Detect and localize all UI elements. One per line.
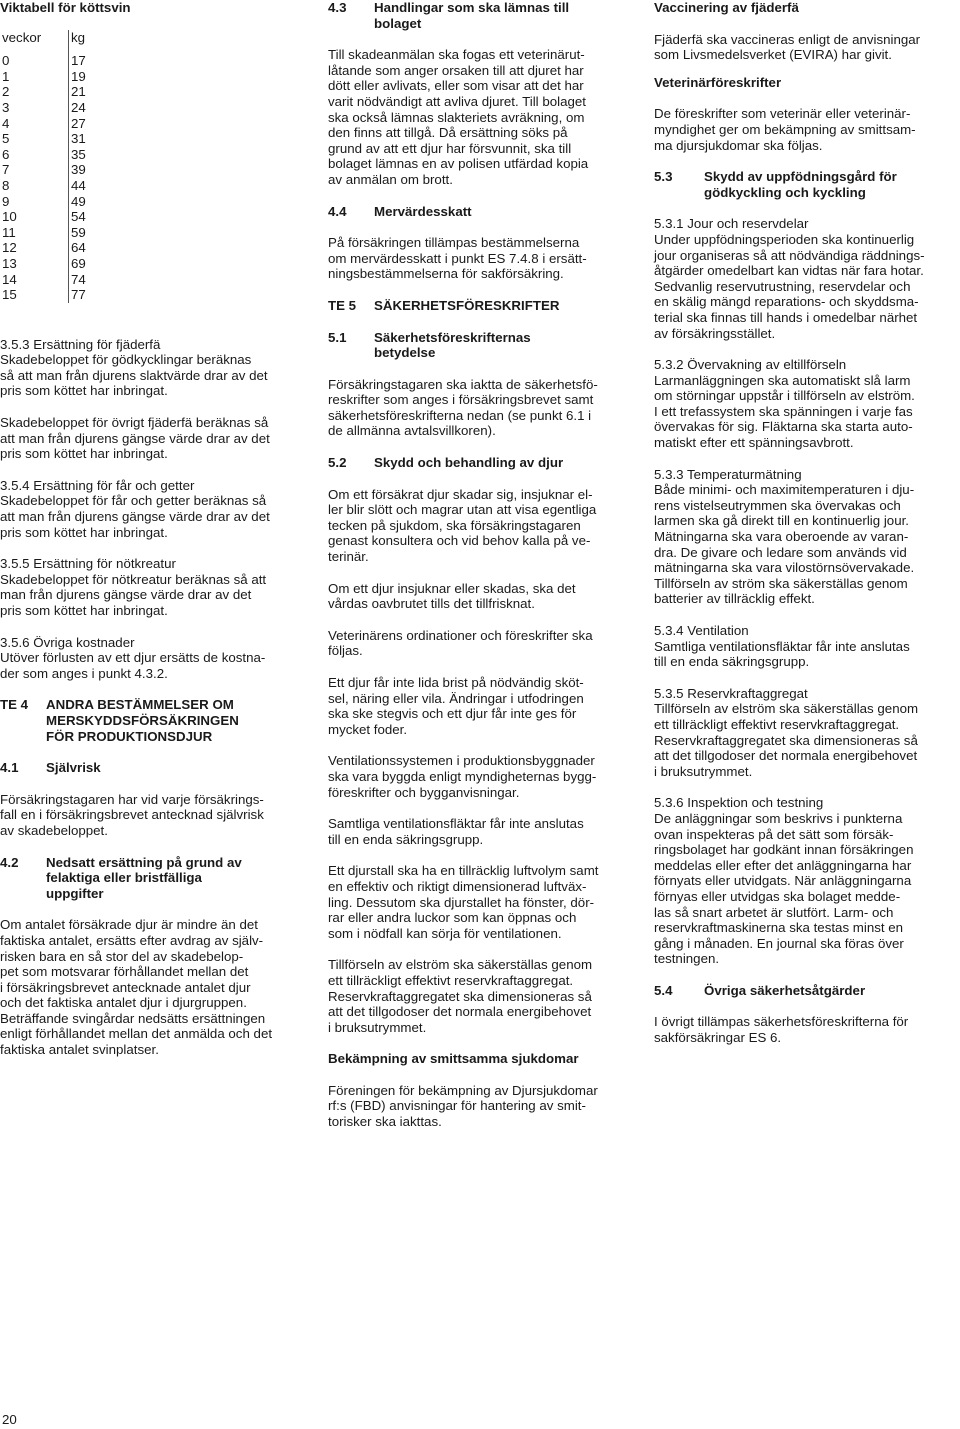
- page-number: 20: [2, 1412, 17, 1427]
- heading-te4: [0, 697, 310, 744]
- heading-4-3: [328, 0, 634, 31]
- heading-te4-number: TE 4: [0, 697, 29, 713]
- weight-table-cell-kg: 77: [69, 287, 142, 303]
- heading-5-3: [654, 169, 960, 200]
- weight-table-row: [0, 131, 141, 147]
- heading-5-4: [654, 983, 960, 999]
- section-5-3-5: 5.3.5 Reservkraftaggregat Tillförseln av elström ska säkerställas genom ett tillräckligt effektivt reservkraftaggregat. Reservkraftaggregatet ska dimensioneras så att det tillgodoser det normala energibehovet i bruksutrymmet.: [654, 685, 919, 779]
- section-5-3-6: 5.3.6 Inspektion och testning De anläggningar som beskrivs i punkterna ovan inspekteras på det sätt som försäk- ringsbolaget har godkänt innan försäkringen meddelas eller efter det anläggningarna har förnyats eller utvidgats. När anläggningarna förnyas eller utvidgas ska bolaget medde- las så snart arbetet är slutfört. Larm- och reservkraftmaskinerna ska testas minst en gång i månaden. En journal ska föras över testningen.: [654, 795, 914, 967]
- paragraph-5-2-b: Om ett djur insjuknar eller skadas, ska det vårdas oavbrutet tills det tillfrisknat.: [328, 580, 576, 612]
- weight-table-cell-weeks: 3: [2, 99, 10, 115]
- column-middle: [328, 0, 634, 1130]
- heading-4-2-title: Nedsatt ersättning på grund av felaktiga eller bristfälliga uppgifter: [46, 854, 242, 901]
- weight-table-cell-kg: 19: [69, 69, 142, 85]
- weight-table-cell-weeks: 4: [2, 115, 10, 131]
- weight-table-cell-kg: 64: [69, 240, 142, 256]
- weight-table-cell-kg: 69: [69, 256, 142, 272]
- weight-table-cell-kg: 59: [69, 225, 142, 241]
- paragraph-5-2-a: Om ett försäkrat djur skadar sig, insjuknar el- ler blir slött och magrar utan att visa egentliga tecken på sjukdom, ska försäkringstagaren genast konsultera och vid behov kalla på ve- terinär.: [328, 486, 597, 565]
- heading-poultry-vaccination: Vaccinering av fjäderfä: [654, 0, 799, 15]
- heading-te5: [328, 298, 634, 314]
- paragraph-veterinary-rules: De föreskrifter som veterinär eller veterinär- myndighet ger om bekämpning av smittsam- ma djursjukdomar ska följas.: [654, 106, 916, 153]
- weight-table-cell-weeks: 7: [2, 162, 10, 178]
- heading-5-2: [328, 455, 634, 471]
- column-right: [654, 0, 960, 1046]
- weight-table-row: [0, 147, 141, 163]
- weight-table-row: [0, 69, 141, 85]
- section-3-5-3: 3.5.3 Ersättning för fjäderfä Skadebeloppet för gödkycklingar beräknas så att man från djurens slaktvärde drar av det pris som köttet har inbringat.: [0, 336, 268, 399]
- weight-table-cell-weeks: 10: [2, 209, 17, 225]
- heading-4-3-number: 4.3: [328, 0, 347, 15]
- heading-5-2-number: 5.2: [328, 455, 347, 471]
- heading-te5-title: SÄKERHETSFÖRESKRIFTER: [374, 297, 560, 313]
- section-5-3-4: 5.3.4 Ventilation Samtliga ventilationsfläktar får inte anslutas till en enda säkringsgrupp.: [654, 623, 910, 670]
- weight-table-cell-kg: 35: [69, 147, 142, 163]
- heading-4-4-number: 4.4: [328, 203, 347, 219]
- heading-4-1-number: 4.1: [0, 760, 19, 776]
- heading-5-1: [328, 330, 634, 361]
- weight-table-cell-kg: 24: [69, 100, 142, 116]
- weight-table-cell-kg: 31: [69, 131, 142, 147]
- weight-table-cell-weeks: 5: [2, 131, 10, 147]
- section-3-5-3-other-poultry: Skadebeloppet för övrigt fjäderfä beräknas så att man från djurens gängse värde drar av det pris som köttet har inbringat.: [0, 415, 270, 462]
- weight-table-title: Viktabell för köttsvin: [0, 0, 131, 15]
- weight-table-cell-kg: 74: [69, 272, 142, 288]
- weight-table-cell-weeks: 0: [2, 53, 10, 69]
- weight-table-cell-weeks: 2: [2, 84, 10, 100]
- paragraph-5-2-d: Ett djur får inte lida brist på nödvändig sköt- sel, näring eller vila. Ändringar i utfodringen ska ske stegvis och ett djur får inte ges för mycket foder.: [328, 675, 584, 737]
- weight-table-row: [0, 240, 141, 256]
- heading-te4-title: ANDRA BESTÄMMELSER OM MERSKYDDSFÖRSÄKRINGEN FÖR PRODUKTIONSDJUR: [46, 697, 239, 744]
- weight-table-row: [0, 84, 141, 100]
- heading-5-4-title: Övriga säkerhetsåtgärder: [704, 982, 866, 998]
- weight-table-cell-weeks: 8: [2, 177, 10, 193]
- section-5-3-2: 5.3.2 Övervakning av eltillförseln Larmanläggningen ska automatiskt slå larm om störningar uppstår i tillförseln av elström. I ett trefassystem ska spänningen i varje fas övervakas för sig. Fläktarna ska starta auto- matiskt efter ett spänningsavbrott.: [654, 357, 915, 451]
- heading-4-1-title: Självrisk: [46, 760, 101, 776]
- heading-5-1-number: 5.1: [328, 329, 347, 345]
- heading-5-3-number: 5.3: [654, 169, 673, 185]
- weight-table-header-weeks: veckor: [2, 29, 42, 45]
- weight-table-cell-weeks: 11: [2, 224, 16, 240]
- paragraph-4-3: Till skadeanmälan ska fogas ett veterinärut- låtande som anger orsaken till att djuret har dött eller avlivats, eller som visar att det har varit nödvändigt att avliva djuret. Till bolaget ska också lämnas slakteriets avräkning, om den finns att tillgå. Då ersättning söks på grund av att ett djur har försvunnit, ska till bolaget lämnas en av polisen utfärdad kopia av anmälan om brott.: [328, 47, 589, 187]
- weight-table-row: [0, 225, 141, 241]
- heading-4-2-number: 4.2: [0, 854, 19, 870]
- weight-table-cell-weeks: 15: [2, 287, 17, 303]
- paragraph-5-4: I övrigt tillämpas säkerhetsföreskrifterna för sakförsäkringar ES 6.: [654, 1014, 909, 1046]
- section-3-5-6: 3.5.6 Övriga kostnader Utöver förlusten av ett djur ersätts de kostna- der som anges i punkt 4.3.2.: [0, 634, 266, 681]
- weight-table-row: [0, 194, 141, 210]
- heading-4-1: [0, 760, 310, 776]
- heading-4-2: [0, 855, 310, 902]
- section-3-5-5: 3.5.5 Ersättning för nötkreatur Skadebeloppet för nötkreatur beräknas så att man från djurens gängse värde drar av det pris som köttet har inbringat.: [0, 556, 267, 618]
- paragraph-4-1: Försäkringstagaren har vid varje försäkrings- fall en i försäkringsbrevet antecknad självrisk av skadebeloppet.: [0, 791, 264, 838]
- weight-table-row: [0, 287, 141, 303]
- weight-table-row: [0, 256, 141, 272]
- weight-table-row: [0, 53, 141, 69]
- weight-table-cell-weeks: 6: [2, 146, 10, 162]
- heading-4-3-title: Handlingar som ska lämnas till bolaget: [374, 0, 570, 31]
- weight-table-cell-kg: 17: [69, 53, 142, 69]
- weight-table-row: [0, 116, 141, 132]
- weight-table-cell-kg: 44: [69, 178, 142, 194]
- paragraph-poultry-vaccination: Fjäderfä ska vaccineras enligt de anvisningar som Livsmedelsverket (EVIRA) har givit.: [654, 31, 921, 63]
- weight-table-row: [0, 178, 141, 194]
- paragraph-5-2-e: Ventilationssystemen i produktionsbyggnader ska vara byggda enligt myndigheternas bygg- föreskrifter och bygganvisningar.: [328, 753, 597, 800]
- heading-5-4-number: 5.4: [654, 982, 673, 998]
- paragraph-5-2-f: Samtliga ventilationsfläktar får inte anslutas till en enda säkringsgrupp.: [328, 816, 584, 847]
- paragraph-5-2-c: Veterinärens ordinationer och föreskrifter ska följas.: [328, 627, 593, 659]
- heading-disease-control: Bekämpning av smittsamma sjukdomar: [328, 1051, 579, 1067]
- weight-table-cell-kg: 39: [69, 162, 142, 178]
- heading-5-1-title: Säkerhetsföreskrifternas betydelse: [374, 329, 531, 361]
- weight-table-cell-weeks: 13: [2, 255, 17, 271]
- heading-4-4-title: Mervärdesskatt: [374, 203, 472, 219]
- section-3-5-4: 3.5.4 Ersättning för får och getter Skadebeloppet för får och getter beräknas så att man från djurens gängse värde drar av det pris som köttet har inbringat.: [0, 477, 270, 540]
- section-5-3-1: 5.3.1 Jour och reservdelar Under uppfödningsperioden ska kontinuerlig jour organiseras så att nödvändiga räddnings- åtgärder omedelbart kan vidtas när fara hotar. Sedvanlig reservutrustning, reservdelar och en skälig mängd reparations- och skyddsma- terial ska finnas till hands i omedelbar närhet av försäkringsstället.: [654, 216, 925, 341]
- paragraph-5-2-g: Ett djurstall ska ha en tillräcklig luftvolym samt en effektiv och riktigt dimensionerad luftväx- ling. Dessutom ska djurstallet ha fönster, dör- rar eller andra luckor som kan öppnas och som i nödfall kan sörja för ventilationen.: [328, 863, 599, 941]
- weight-table-cell-weeks: 14: [2, 271, 17, 287]
- column-left: [0, 0, 310, 1058]
- weight-table-cell-weeks: 12: [2, 240, 17, 256]
- paragraph-disease-control: Föreningen för bekämpning av Djursjukdomar rf:s (FBD) anvisningar för hantering av smit- torisker ska iakttas.: [328, 1082, 598, 1130]
- weight-table-cell-kg: 49: [69, 194, 142, 210]
- weight-table-row: [0, 100, 141, 116]
- weight-table-row: [0, 272, 141, 288]
- weight-table-cell-kg: 21: [69, 84, 142, 100]
- heading-4-4: [328, 204, 634, 220]
- weight-table-row: [0, 209, 141, 225]
- weight-table-cell-weeks: 1: [2, 68, 10, 84]
- weight-table-cell-weeks: 9: [2, 193, 10, 209]
- paragraph-5-2-h: Tillförseln av elström ska säkerställas genom ett tillräckligt effektivt reservkraftaggregat. Reservkraftaggregatet ska dimensioneras så att det tillgodoser det normala energibehovet i bruksutrymmet.: [328, 957, 593, 1035]
- weight-table: [0, 30, 141, 303]
- heading-veterinary-rules: Veterinärföreskrifter: [654, 74, 782, 90]
- paragraph-5-1: Försäkringstagaren ska iaktta de säkerhetsfö- reskrifter som anges i försäkringsbrevet samt säkerhetsföreskrifterna nedan (se punkt 6.1 i de allmänna avtalsvillkoren).: [328, 376, 598, 439]
- heading-5-2-title: Skydd och behandling av djur: [374, 455, 564, 471]
- heading-te5-number: TE 5: [328, 297, 357, 313]
- weight-table-cell-kg: 27: [69, 116, 142, 132]
- weight-table-header-kg: kg: [69, 30, 142, 46]
- paragraph-4-4: På försäkringen tillämpas bestämmelserna om mervärdesskatt i punkt ES 7.4.8 i ersätt- ningsbestämmelserna för sakförsäkring.: [328, 235, 587, 282]
- section-5-3-3: 5.3.3 Temperaturmätning Både minimi- och maximitemperaturen i dju- rens vistelseutrymmen ska övervakas och larmen ska gå direkt till en kontinuerlig jour. Mätningarna ska vara oberoende av varan- dra. De givare och ledare som används vid mätningarna ska vara vilostörnsövervakade. Tillförseln av ström ska säkerställas genom batterier av tillräcklig effekt.: [654, 466, 915, 607]
- heading-5-3-title: Skydd av uppfödningsgård för gödkyckling och kyckling: [704, 169, 897, 200]
- weight-table-row: [0, 162, 141, 178]
- paragraph-4-2: Om antalet försäkrade djur är mindre än det faktiska antalet, ersätts efter avdrag av själv- risken bara en så stor del av skadebelop- pet som motsvarar förhållandet mellan det i försäkringsbrevet antecknade antalet djur och det faktiska antalet djur i djurgruppen. Beträffande svingårdar nedsätts ersättningen enligt förhållandet mellan det anmälda och det faktiska antalet svinplatser.: [0, 917, 273, 1058]
- weight-table-body: [0, 45, 141, 303]
- weight-table-cell-kg: 54: [69, 209, 142, 225]
